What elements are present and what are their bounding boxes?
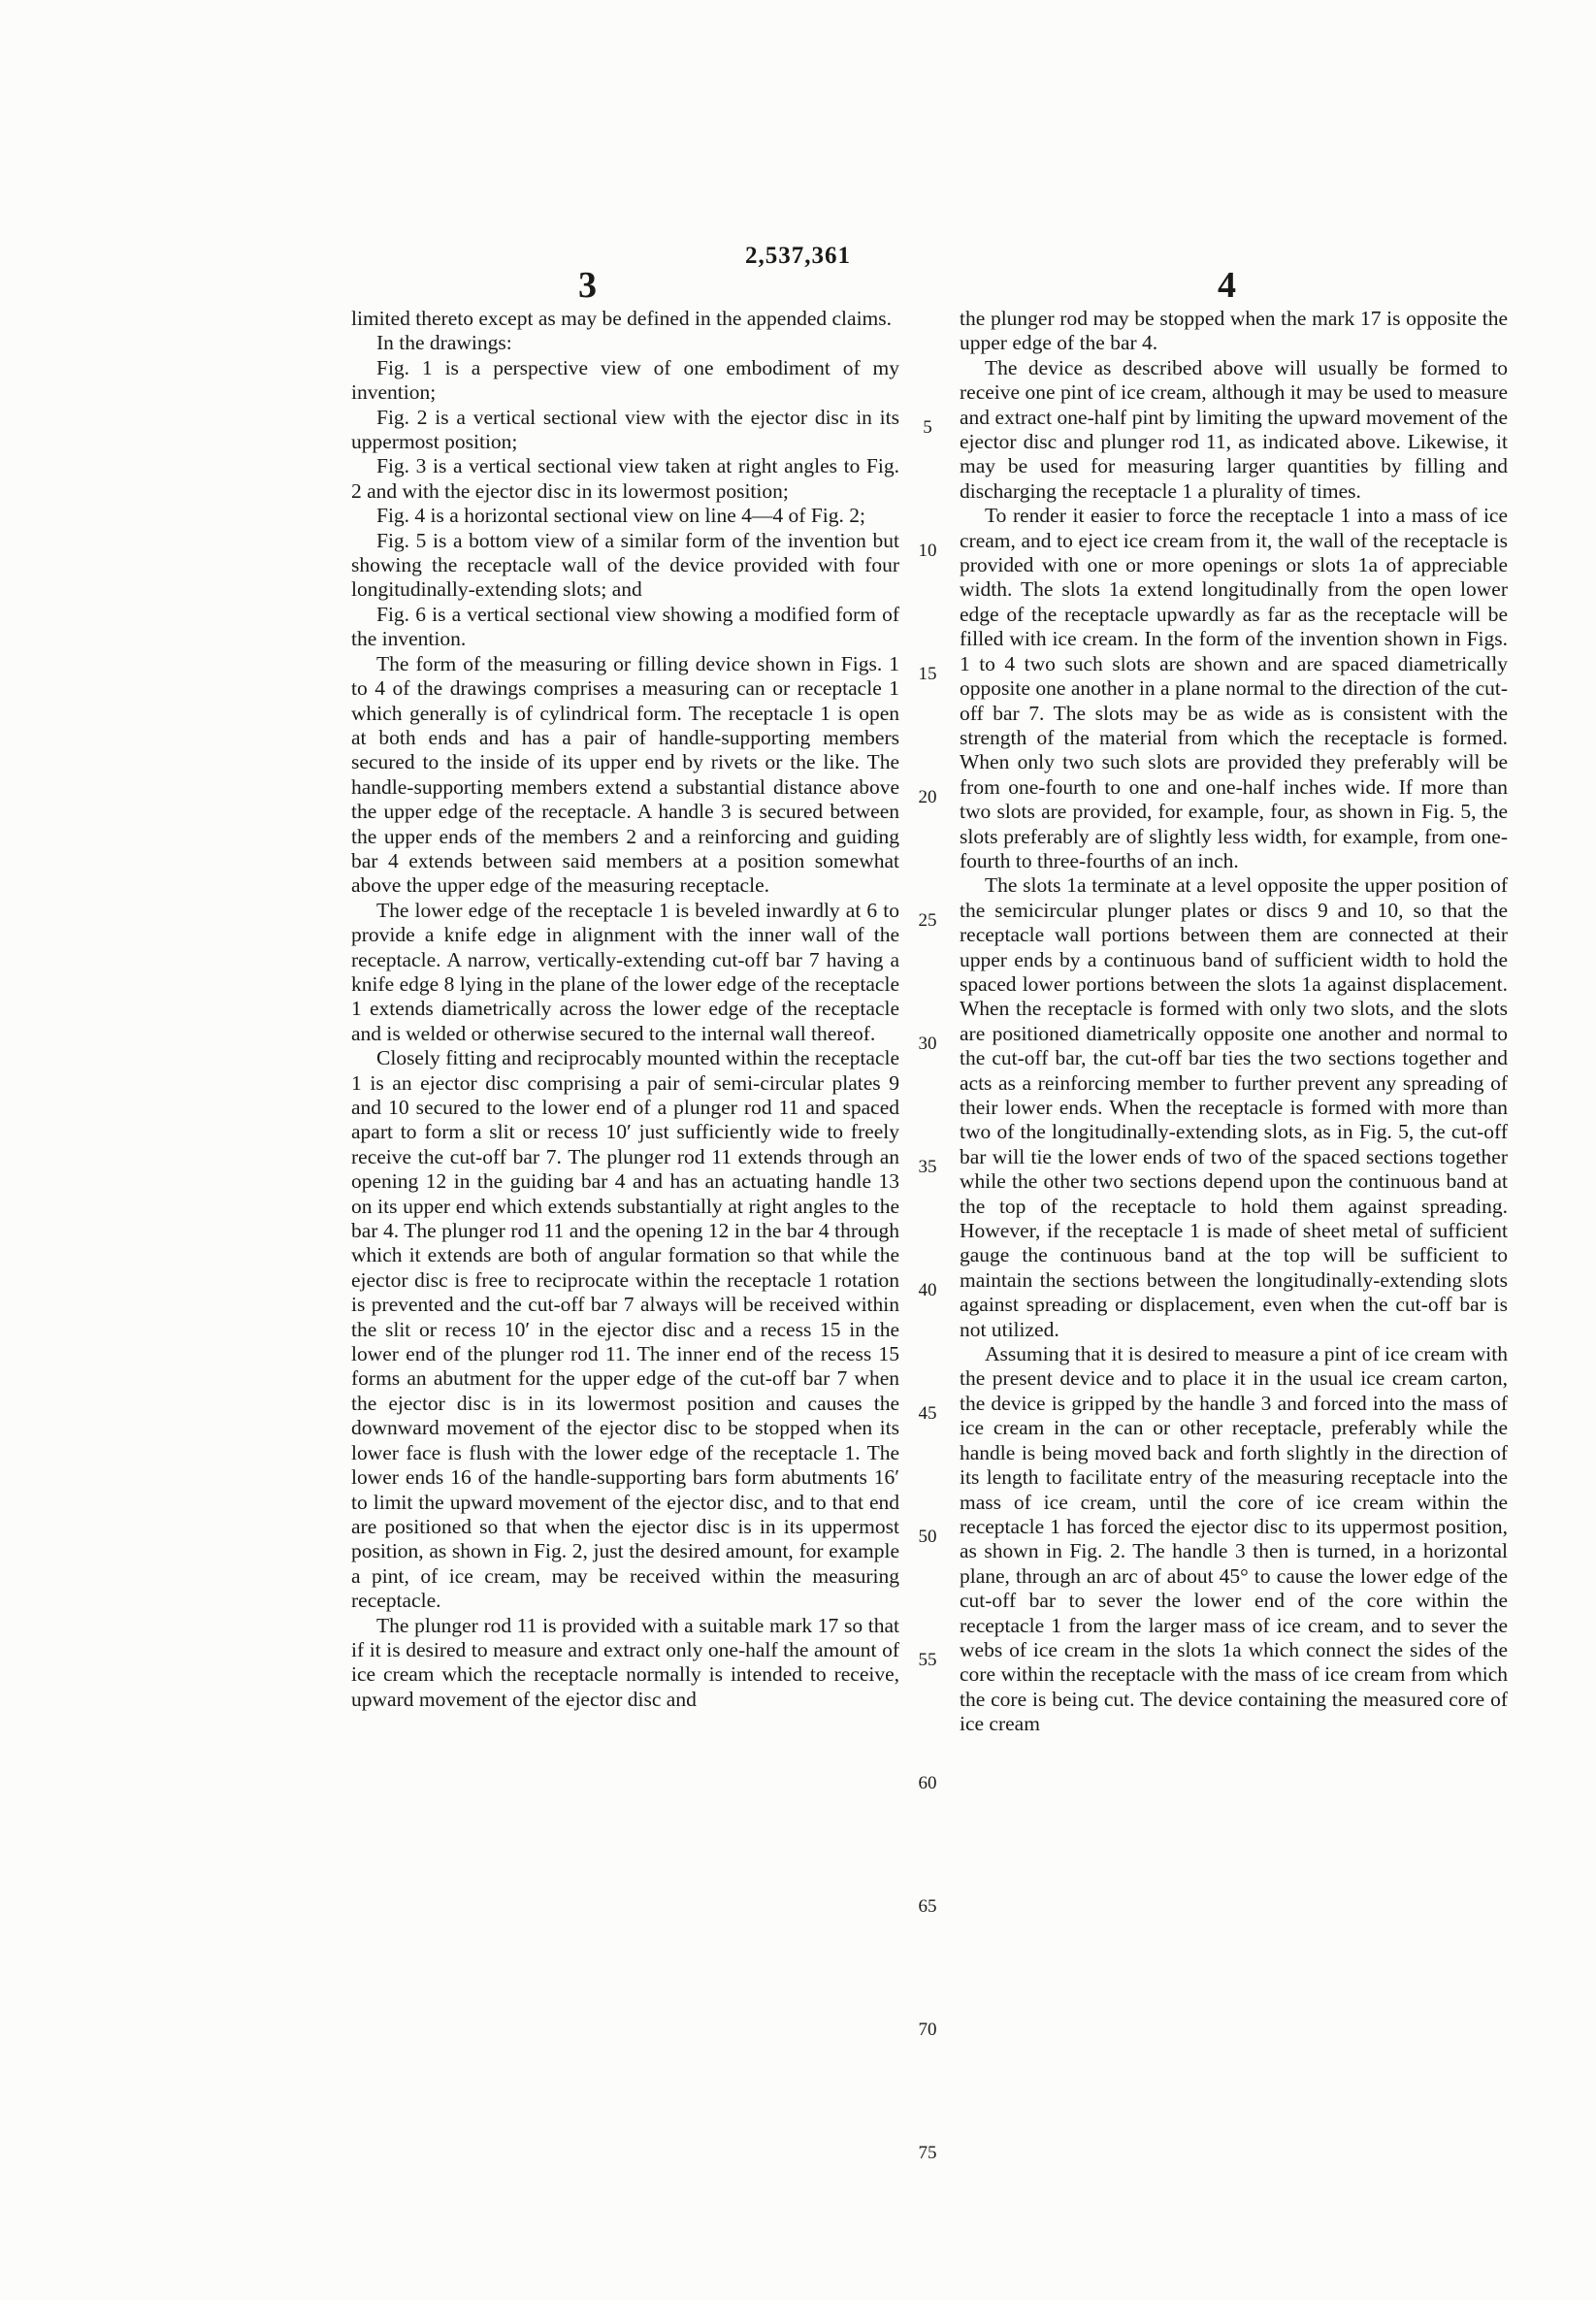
paragraph: Fig. 3 is a vertical sectional view taken at right angles to Fig. 2 and with the ejector disc in its lowermost position; (351, 454, 899, 503)
paragraph: the plunger rod may be stopped when the mark 17 is opposite the upper edge of the bar 4. (960, 307, 1508, 355)
paragraph: Fig. 4 is a horizontal sectional view on line 4—4 of Fig. 2; (376, 504, 865, 528)
paragraph: limited thereto except as may be defined in the appended claims. (351, 307, 893, 330)
paragraph: The lower edge of the receptacle 1 is beveled inwardly at 6 to provide a knife edge in alignment with the inner wall of the receptacle. A narrow, vertically-extending cut-off bar 7 having a knife edge 8 lying in the plane of the lower edge of the receptacle 1 extends diametrically across the lower edge of the receptacle and is welded or otherwise secured to the internal wall thereof. (351, 898, 899, 1045)
paragraph: The plunger rod 11 is provided with a suitable mark 17 so that if it is desired to measure and extract only one-half the amount of ice cream which the receptacle normally is intended to receive, upward movement of the ejector disc and (351, 1613, 899, 1711)
right-column (960, 307, 1508, 1737)
paragraph: Assuming that it is desired to measure a pint of ice cream with the present device and to place it in the usual ice cream carton, the device is gripped by the handle 3 and forced into the mass of ice cream in the can or other receptacle, preferably while the handle is being moved back and forth slightly in the direction of its length to facilitate entry of the measuring receptacle into the mass of ice cream, until the core of ice cream within the receptacle 1 has forced the ejector disc to its uppermost position, as shown in Fig. 2. The handle 3 then is turned, in a horizontal plane, through an arc of about 45° to cause the lower edge of the cut-off bar to sever the lower end of the core within the receptacle 1 from the larger mass of ice cream, and to sever the webs of ice cream in the slots 1a which connect the sides of the core within the receptacle with the mass of ice cream from which the core is being cut. The device containing the measured core of ice cream (960, 1342, 1508, 1736)
line-number: 50 (918, 1527, 937, 1547)
line-number: 15 (918, 664, 937, 684)
paragraph: The slots 1a terminate at a level opposite the upper position of the semicircular plunger plates or discs 9 and 10, so that the receptacle wall portions between them are connected at their upper ends by a continuous band of sufficient width to hold the spaced lower portions between the slots 1a against displacement. When the receptacle is formed with only two slots, and the slots are positioned diametrically opposite one another and normal to the cut-off bar, the cut-off bar ties the two sections together and acts as a reinforcing member to further prevent any spreading of their lower ends. When the receptacle is formed with more than two of the longitudinally-extending slots, as in Fig. 5, the cut-off bar will tie the lower ends of two of the spaced sections together while the other two sections depend upon the continuous band at the top of the receptacle to hold them against spreading. However, if the receptacle 1 is made of sheet metal of sufficient gauge the continuous band at the top will be sufficient to maintain the sections between the longitudinally-extending slots against spreading or displacement, even when the cut-off bar is not utilized. (960, 873, 1508, 1341)
line-number: 55 (918, 1650, 937, 1670)
line-number: 65 (918, 1896, 937, 1917)
paragraph: Fig. 1 is a perspective view of one embodiment of my invention; (351, 355, 899, 405)
left-column (351, 307, 899, 1712)
paragraph: To render it easier to force the receptacle 1 into a mass of ice cream, and to eject ice cream from it, the wall of the receptacle is provided with one or more openings or slots 1a of appreciable width. The slots 1a extend longitudinally from the open lower edge of the receptacle upwardly as far as the receptacle will be filled with ice cream. In the form of the invention shown in Figs. 1 to 4 two such slots are shown and are spaced diametrically opposite one another in a plane normal to the direction of the cut-off bar 7. The slots may be as wide as is consistent with the strength of the material from which the receptacle is formed. When only two such slots are provided they preferably will be from one-fourth to one and one-half inches wide. If more than two slots are provided, for example, four, as shown in Fig. 5, the slots preferably are of slightly less width, for example, from one-fourth to three-fourths of an inch. (960, 504, 1508, 872)
line-number: 40 (918, 1280, 937, 1300)
left-column-number: 3 (578, 265, 597, 306)
patent-number: 2,537,361 (745, 243, 851, 269)
line-number: 70 (918, 2020, 937, 2040)
line-number-gutter (902, 307, 953, 2163)
line-number: 30 (918, 1034, 937, 1054)
line-number: 10 (918, 541, 937, 561)
line-number: 25 (918, 910, 937, 931)
line-number: 35 (918, 1157, 937, 1177)
paragraph: The device as described above will usually be formed to receive one pint of ice cream, although it may be used to measure and extract one-half pint by limiting the upward movement of the ejector disc and plunger rod 11, as indicated above. Likewise, it may be used for measuring larger quantities by filling and discharging the receptacle 1 a plurality of times. (960, 355, 1508, 503)
paragraph: In the drawings: (376, 331, 512, 355)
paragraph: Closely fitting and reciprocably mounted within the receptacle 1 is an ejector disc comprising a pair of semi-circular plates 9 and 10 secured to the lower end of a plunger rod 11 and spaced apart to form a slit or recess 10′ just sufficiently wide to freely receive the cut-off bar 7. The plunger rod 11 extends through an opening 12 in the guiding bar 4 and has an actuating handle 13 on its upper end which extends substantially at right angles to the bar 4. The plunger rod 11 and the opening 12 in the bar 4 through which it extends are both of angular formation so that while the ejector disc is free to reciprocate within the receptacle 1 rotation is prevented and the cut-off bar 7 always will be received within the slit or recess 10′ in the ejector disc and a recess 15 in the lower end of the plunger rod 11. The inner end of the recess 15 forms an abutment for the upper edge of the cut-off bar 7 when the ejector disc is in its lowermost position and causes the downward movement of the ejector disc to be stopped when its lower face is flush with the lower edge of the receptacle 1. The lower ends 16 of the handle-supporting bars form abutments 16′ to limit the upward movement of the ejector disc, and to that end are positioned so that when the ejector disc is in its uppermost position, as shown in Fig. 2, just the desired amount, for example a pint, of ice cream, may be received within the measuring receptacle. (351, 1046, 899, 1613)
right-column-number: 4 (1218, 265, 1236, 306)
paragraph: Fig. 2 is a vertical sectional view with the ejector disc in its uppermost position; (351, 405, 899, 454)
paragraph: Fig. 5 is a bottom view of a similar form of the invention but showing the receptacle wall of the device provided with four longitudinally-extending slots; and (351, 528, 899, 602)
line-number: 60 (918, 1773, 937, 1793)
line-number: 5 (923, 417, 932, 438)
paragraph: Fig. 6 is a vertical sectional view showing a modified form of the invention. (351, 602, 899, 651)
line-number: 20 (918, 787, 937, 807)
line-number: 75 (918, 2143, 937, 2163)
line-number: 45 (918, 1403, 937, 1424)
paragraph: The form of the measuring or filling device shown in Figs. 1 to 4 of the drawings comprises a measuring can or receptacle 1 which generally is of cylindrical form. The receptacle 1 is open at both ends and has a pair of handle-supporting members secured to the inside of its upper end by rivets or the like. The handle-supporting members extend a substantial distance above the upper edge of the receptacle. A handle 3 is secured between the upper ends of the members 2 and a reinforcing and guiding bar 4 extends between said members at a position somewhat above the upper edge of the measuring receptacle. (351, 651, 899, 898)
